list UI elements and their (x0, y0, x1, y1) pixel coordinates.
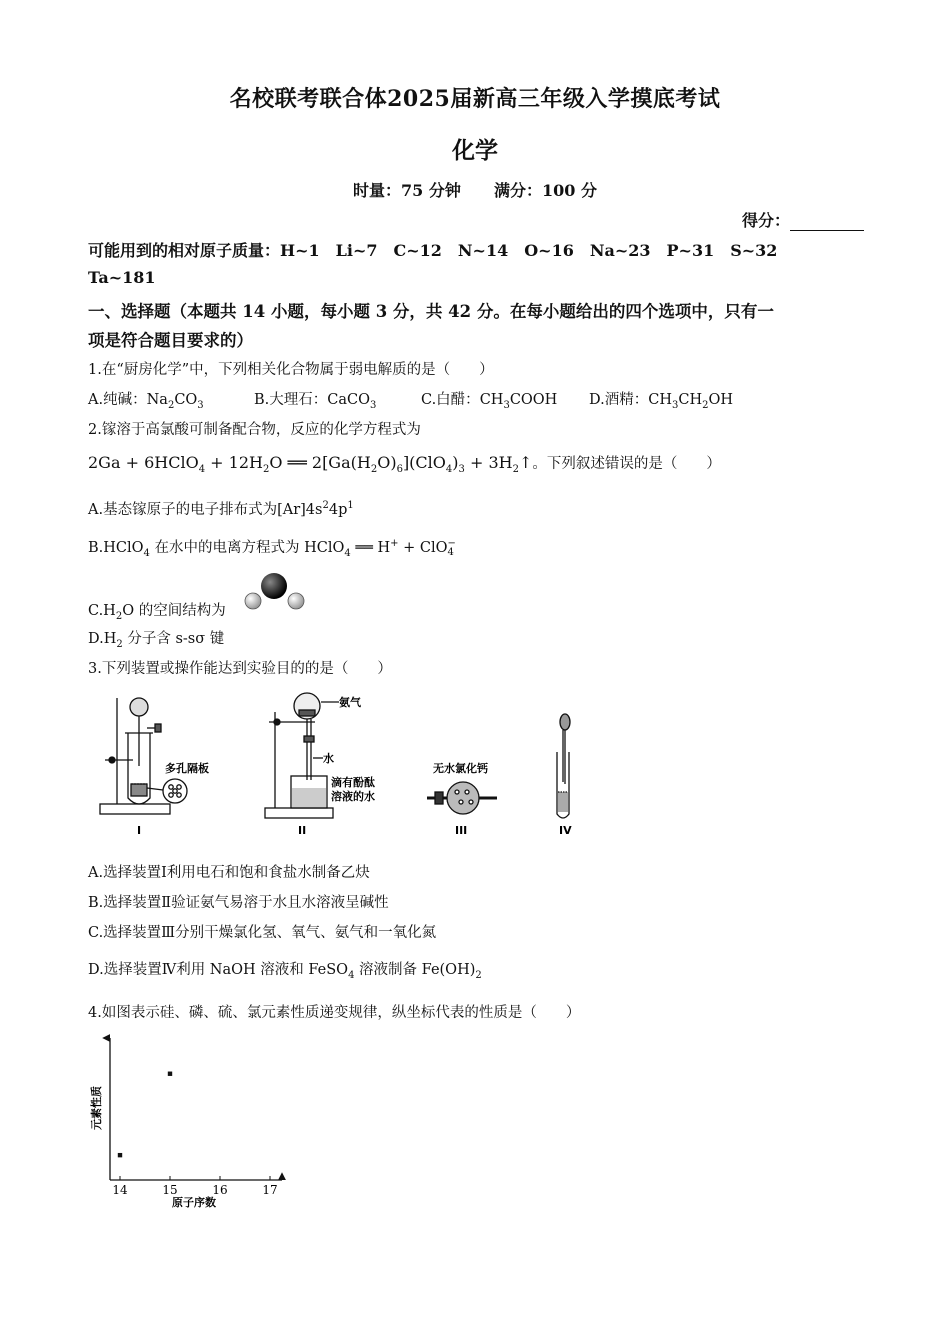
apparatus-4 (557, 714, 570, 818)
q2-equation: 2Ga + 6HClO$_4$ + $12H_2O$ ══ $2[Ga(H_2O)_6](ClO_4)_3$ + $3H_2↑$ (88, 453, 533, 476)
q2-stem: 2.镓溶于高氯酸可制备配合物，反应的化学方程式为 (88, 422, 421, 438)
full-score-label: 满分：100 分 (494, 181, 597, 200)
score-field (742, 208, 864, 231)
time-and-score-info (0, 178, 950, 201)
q1-option-c[interactable]: C.白醋：$CH_3COOH$ (421, 392, 558, 411)
y-axis-label: 元素性质 (90, 1086, 103, 1130)
q2-equation-line (88, 452, 721, 475)
subject-title: 化学 (452, 137, 498, 164)
data-point (118, 1153, 122, 1157)
score-blank[interactable] (790, 214, 864, 231)
q2-option-a[interactable]: A.基态镓原子的电子排布式为$[Ar]4s^24p^1$ (88, 500, 354, 518)
o-atom (261, 573, 287, 599)
q3-option-b[interactable]: B.选择装置Ⅱ验证氨气易溶于水且水溶液呈碱性 (88, 895, 389, 911)
label-phenolphthalein-2: 溶液的水 (331, 790, 375, 803)
apparatus-3 (427, 782, 497, 814)
x-tick-label: 15 (162, 1183, 178, 1197)
q2-option-c[interactable]: $C.H_2O$ 的空间结构为 (88, 603, 226, 622)
section-header-line2: 项是符合题目要求的） (88, 331, 253, 350)
atomic-mass-line2: Ta~181 (88, 268, 156, 287)
label-cacl2: 无水氯化钙 (433, 762, 488, 775)
exam-title: 名校联考联合体2025届新高三年级入学摸底考试 (229, 86, 721, 112)
label-ammonia: 氨气 (339, 696, 361, 709)
q1-stem: 1.在“厨房化学”中，下列相关化合物属于弱电解质的是（ ） (88, 362, 494, 378)
q4-chart (80, 1030, 300, 1215)
apparatus-labels (137, 695, 572, 837)
h-atom-left (245, 593, 261, 609)
label-num-1: I (137, 824, 142, 837)
q1-option-b[interactable]: B.大理石：CaCO$_3$ (254, 392, 377, 411)
q3-apparatus-figure (95, 688, 595, 838)
label-num-3: III (455, 824, 468, 837)
q3-option-a[interactable]: A.选择装置Ⅰ利用电石和饱和食盐水制备乙炔 (88, 865, 370, 881)
data-point (168, 1072, 172, 1076)
time-label: 时量：75 分钟 (353, 181, 461, 200)
q3-stem: 3.下列装置或操作能达到实验目的的是（ ） (88, 661, 392, 677)
apparatus-1 (100, 698, 187, 814)
x-ticks (112, 1176, 277, 1197)
q4-stem: 4.如图表示硅、磷、硫、氯元素性质递变规律，纵坐标代表的性质是（ ） (88, 1005, 581, 1021)
section-header-line1: 一、选择题（本题共 14 小题，每小题 3 分，共 42 分。在每小题给出的四个选项中，只有一 (88, 302, 774, 321)
atomic-mass-line1: 可能用到的相对原子质量：H~1 Li~7 C~12 N~14 O~16 Na~23 P~31 S~32 (88, 241, 778, 260)
q2-option-d[interactable]: $D.H_2$ 分子含 s-sσ 键 (88, 631, 225, 650)
label-num-4: IV (559, 824, 572, 837)
q1-option-d[interactable]: D.酒精：$CH_3CH_2OH$ (589, 392, 734, 411)
x-axis-label: 原子序数 (172, 1196, 216, 1209)
label-water: 水 (323, 752, 334, 765)
q2-equation-tail: 。下列叙述错误的是（ ） (532, 456, 721, 472)
label-porous-plate: 多孔隔板 (165, 762, 209, 775)
data-points (118, 1072, 172, 1158)
water-molecule-model (240, 572, 310, 614)
label-phenolphthalein-1: 滴有酚酞 (331, 776, 375, 789)
x-tick-label: 17 (262, 1183, 278, 1197)
score-label: 得分： (741, 211, 790, 230)
q3-option-d[interactable]: D.选择装置Ⅳ利用 NaOH 溶液和 FeSO$_4$ 溶液制备 $Fe(OH)_2$ (88, 962, 482, 981)
h-atom-right (288, 593, 304, 609)
x-tick-label: 14 (112, 1183, 128, 1197)
q2-option-b[interactable]: B.HClO$_4$ 在水中的电离方程式为 HClO$_4$ ══ H+ + ClO − 4 (88, 538, 456, 559)
x-tick-label: 16 (212, 1183, 228, 1197)
q3-option-c[interactable]: C.选择装置Ⅲ分别干燥氯化氢、氧气、氨气和一氧化氮 (88, 925, 437, 941)
label-num-2: II (298, 824, 307, 837)
q1-option-a[interactable]: A.纯碱：$Na_2CO_3$ (88, 392, 204, 411)
